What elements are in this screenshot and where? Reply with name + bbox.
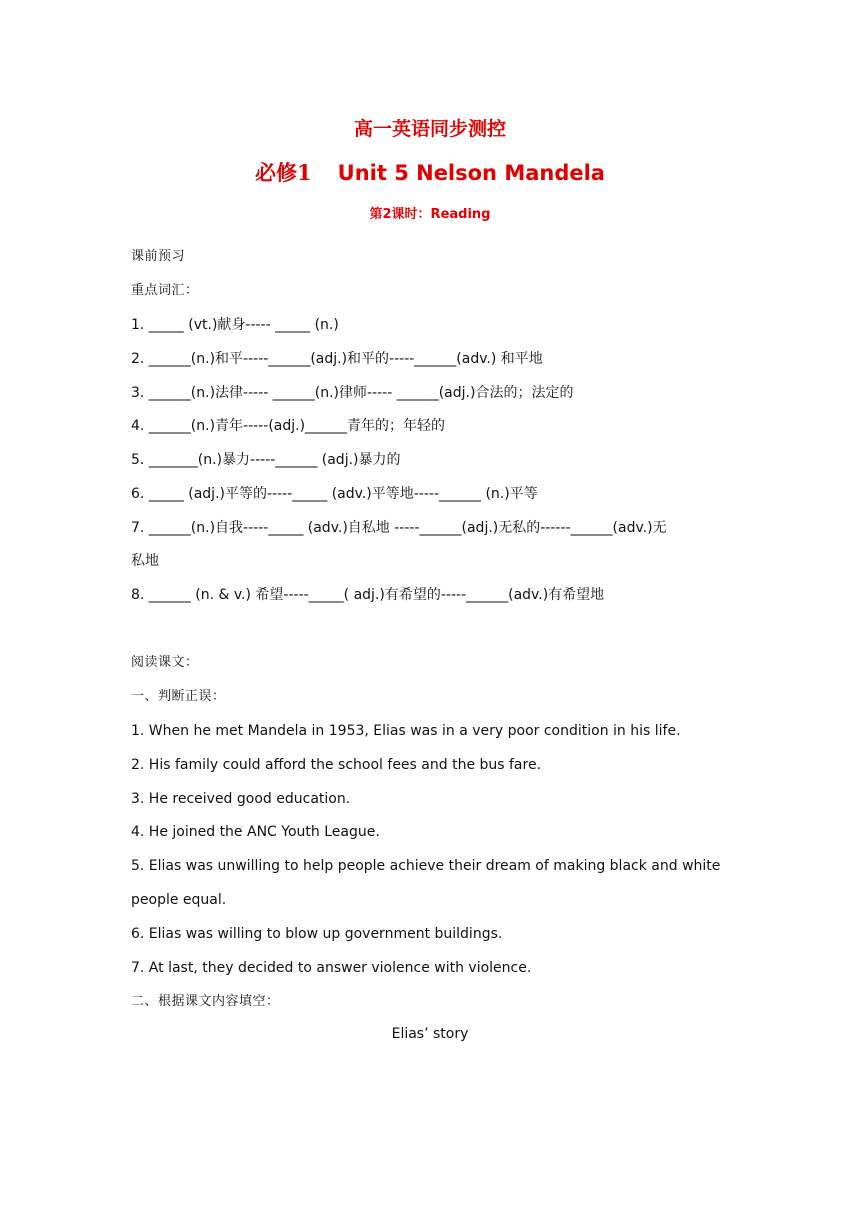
- story-caption: Elias’ story: [391, 1026, 469, 1042]
- vocab-line: 8. ______ (n. & v.) 希望-----_____( adj.)有希望的-----______(adv.)有希望地: [131, 587, 605, 603]
- unit-name: Unit 5 Nelson Mandela: [337, 161, 605, 185]
- vocab-line: 3. ______(n.)法律----- ______(n.)律师----- ______(adj.)合法的；法定的: [131, 385, 574, 401]
- vocab-line-continuation: 私地: [131, 553, 159, 569]
- true-false-item: 4. He joined the ANC Youth League.: [131, 824, 380, 840]
- lesson-subtitle: 第2课时：Reading: [369, 207, 491, 222]
- true-false-item-continuation: people equal.: [131, 892, 227, 908]
- true-false-item: 7. At last, they decided to answer violence with violence.: [131, 960, 532, 976]
- vocab-line: 6. _____ (adj.)平等的-----_____ (adv.)平等地-----______ (n.)平等: [131, 486, 538, 502]
- true-false-item: 3. He received good education.: [131, 791, 351, 807]
- vocab-line: 5. _______(n.)暴力-----______ (adj.)暴力的: [131, 452, 401, 468]
- true-false-item: 6. Elias was willing to blow up government buildings.: [131, 926, 503, 942]
- unit-book-label: 必修1: [255, 160, 312, 185]
- unit-title: [0, 157, 860, 187]
- vocab-line: 7. ______(n.)自我-----_____ (adv.)自私地 -----______(adj.)无私的------______(adv.)无: [131, 520, 667, 536]
- vocab-line: 1. _____ (vt.)献身----- _____ (n.): [131, 317, 339, 333]
- vocab-heading: 重点词汇：: [131, 283, 199, 298]
- document-title: 高一英语同步测控: [353, 118, 506, 140]
- true-false-heading: 一、判断正误：: [131, 689, 226, 704]
- preview-heading: 课前预习: [131, 249, 186, 264]
- true-false-item: 2. His family could afford the school fees and the bus fare.: [131, 757, 542, 773]
- fill-in-heading: 二、根据课文内容填空：: [131, 994, 280, 1009]
- vocab-line: 4. ______(n.)青年-----(adj.)______青年的；年轻的: [131, 418, 446, 434]
- vocab-line: 2. ______(n.)和平-----______(adj.)和平的-----______(adv.) 和平地: [131, 351, 543, 367]
- true-false-item: 5. Elias was unwilling to help people achieve their dream of making black and white: [131, 858, 721, 874]
- reading-heading: 阅读课文：: [131, 655, 199, 670]
- true-false-item: 1. When he met Mandela in 1953, Elias was in a very poor condition in his life.: [131, 723, 681, 739]
